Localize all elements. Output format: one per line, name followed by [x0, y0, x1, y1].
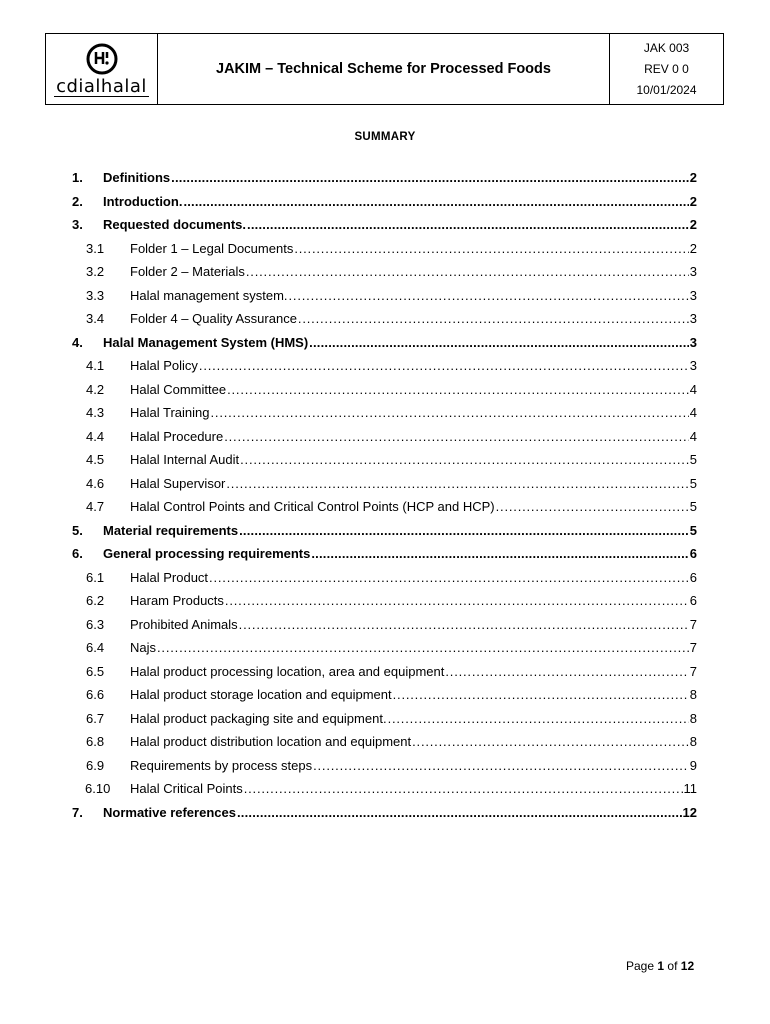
toc-leader-dots [388, 711, 689, 726]
toc-leader-dots [298, 311, 689, 326]
toc-entry-number: 6.2 [86, 593, 105, 608]
toc-entry[interactable] [72, 335, 697, 359]
toc-entry[interactable] [72, 194, 697, 218]
toc-entry-number: 4.7 [86, 499, 105, 514]
toc-entry-number: 4.3 [86, 405, 105, 420]
toc-entry-number: 4.6 [86, 475, 105, 491]
toc-entry-label: Folder 1 – Legal Documents [130, 240, 294, 256]
toc-entry-number: 6.10 [85, 781, 111, 796]
toc-entry-page: 6 [689, 569, 697, 585]
toc-entry-label: Halal Control Points and Critical Control Points (HCP and HCP) [130, 499, 495, 514]
toc-entry[interactable] [72, 358, 697, 382]
doc-revision: REV 0 0 [644, 61, 689, 76]
toc-entry[interactable] [72, 476, 697, 500]
toc-leader-dots [227, 382, 689, 397]
toc-entry-page: 8 [689, 734, 697, 749]
toc-entry[interactable] [72, 499, 697, 523]
footer-current-page: 1 [657, 959, 665, 973]
toc-entry-label: Halal Training [130, 405, 210, 420]
toc-entry-label: Halal product storage location and equipment [130, 687, 392, 702]
toc-entry-number: 6.7 [86, 710, 105, 726]
toc-leader-dots [183, 194, 688, 209]
toc-entry-label: Najs [130, 640, 157, 655]
toc-entry-label: Halal product packaging site and equipment. [130, 710, 387, 726]
toc-entry-page: 8 [689, 710, 697, 726]
toc-entry-page: 7 [689, 616, 697, 632]
toc-entry-number: 6.4 [86, 640, 105, 655]
toc-entry-number: 6.6 [86, 687, 105, 702]
toc-entry[interactable] [72, 640, 697, 664]
toc-leader-dots [294, 241, 688, 256]
toc-leader-dots [496, 499, 689, 514]
toc-entry-label: Introduction. [103, 193, 183, 209]
toc-entry[interactable] [72, 570, 697, 594]
footer-of-word: of [667, 959, 678, 973]
toc-entry-number: 4.2 [86, 381, 105, 397]
toc-entry-number: 3. [72, 217, 83, 232]
toc-entry-number: 4. [72, 334, 83, 350]
toc-entry[interactable] [72, 617, 697, 641]
toc-entry-page: 3 [689, 264, 697, 279]
toc-entry-page: 5 [689, 452, 697, 467]
toc-entry[interactable] [72, 217, 697, 241]
toc-entry[interactable] [72, 593, 697, 617]
toc-entry-label: General processing requirements [103, 546, 311, 561]
toc-entry[interactable] [72, 241, 697, 265]
toc-entry-page: 6 [689, 546, 697, 561]
toc-entry[interactable] [72, 687, 697, 711]
toc-entry-label: Halal Management System (HMS) [103, 334, 309, 350]
toc-entry-number: 3.2 [86, 264, 105, 279]
toc-entry-number: 1. [72, 170, 83, 185]
toc-leader-dots [393, 687, 689, 702]
toc-entry-page: 2 [689, 170, 697, 185]
toc-entry-page: 2 [689, 240, 697, 256]
toc-entry-page: 4 [689, 405, 697, 420]
toc-entry-label: Requested documents. [103, 217, 247, 232]
toc-entry[interactable] [72, 405, 697, 429]
toc-entry-label: Halal product distribution location and equipment [130, 734, 412, 749]
toc-leader-dots [239, 523, 689, 538]
toc-entry-label: Normative references [103, 804, 236, 820]
toc-entry-label: Halal management system. [130, 287, 288, 303]
toc-entry-label: Halal Internal Audit [130, 452, 240, 467]
table-of-contents [72, 170, 697, 828]
toc-entry-label: Requirements by process steps [130, 757, 313, 773]
toc-leader-dots [225, 593, 689, 608]
page-footer [626, 959, 694, 973]
toc-entry-page: 6 [689, 593, 697, 608]
toc-leader-dots [246, 264, 689, 279]
toc-entry-label: Halal Committee [130, 381, 227, 397]
toc-entry-number: 6.5 [86, 663, 105, 679]
toc-entry-number: 4.4 [86, 428, 105, 444]
logo-text: cdialhalal [56, 75, 147, 97]
toc-entry[interactable] [72, 805, 697, 829]
toc-entry[interactable] [72, 382, 697, 406]
toc-entry-page: 11 [683, 781, 697, 796]
toc-leader-dots [226, 476, 688, 491]
toc-entry-number: 3.3 [86, 287, 105, 303]
toc-entry-page: 2 [689, 217, 697, 232]
toc-entry[interactable] [72, 734, 697, 758]
toc-entry-page: 12 [682, 804, 697, 820]
toc-entry-label: Folder 4 – Quality Assurance [130, 311, 297, 326]
toc-entry-page: 3 [689, 287, 697, 303]
toc-leader-dots [171, 170, 689, 185]
toc-entry-page: 4 [689, 428, 697, 444]
toc-leader-dots [239, 617, 689, 632]
toc-entry-page: 7 [689, 663, 697, 679]
toc-entry[interactable] [72, 758, 697, 782]
toc-leader-dots [309, 335, 689, 350]
toc-entry[interactable] [72, 546, 697, 570]
cdialhalal-logo-icon [85, 42, 119, 76]
summary-heading: SUMMARY [354, 131, 416, 143]
toc-entry-label: Prohibited Animals [130, 616, 238, 632]
toc-entry-number: 6. [72, 546, 83, 561]
toc-entry[interactable] [72, 452, 697, 476]
toc-entry-label: Haram Products [130, 593, 224, 608]
toc-leader-dots [313, 758, 689, 773]
toc-leader-dots [445, 664, 688, 679]
toc-entry-page: 4 [689, 381, 697, 397]
toc-entry-label: Halal product processing location, area and equipment [130, 663, 445, 679]
toc-entry-page: 5 [689, 499, 697, 514]
toc-entry-page: 3 [689, 358, 697, 373]
toc-entry-number: 4.5 [86, 452, 105, 467]
toc-entry-label: Halal Product [130, 569, 209, 585]
toc-entry-number: 4.1 [86, 358, 105, 373]
footer-total-pages: 12 [680, 959, 695, 973]
toc-entry-page: 7 [689, 640, 697, 655]
toc-entry-label: Material requirements [103, 522, 239, 538]
toc-entry-label: Halal Policy [130, 358, 198, 373]
toc-entry-page: 9 [689, 757, 697, 773]
toc-entry[interactable] [72, 311, 697, 335]
toc-leader-dots [199, 358, 689, 373]
toc-entry-page: 3 [689, 311, 697, 326]
toc-entry-label: Halal Critical Points [130, 781, 243, 796]
toc-leader-dots [247, 217, 689, 232]
toc-entry-number: 6.1 [86, 569, 105, 585]
toc-entry[interactable] [72, 288, 697, 312]
document-title: JAKIM – Technical Scheme for Processed Foods [158, 34, 610, 104]
toc-entry-number: 7. [72, 804, 83, 820]
toc-entry-number: 5. [72, 522, 83, 538]
logo [46, 34, 158, 104]
toc-entry[interactable] [72, 711, 697, 735]
toc-leader-dots [244, 781, 683, 796]
toc-entry[interactable] [72, 264, 697, 288]
toc-leader-dots [412, 734, 689, 749]
document-header [45, 33, 724, 105]
toc-leader-dots [240, 452, 689, 467]
toc-leader-dots [157, 640, 689, 655]
toc-leader-dots [311, 546, 688, 561]
footer-page-word: Page [626, 959, 655, 973]
toc-entry-label: Folder 2 – Materials [130, 264, 245, 279]
toc-entry-page: 5 [689, 475, 697, 491]
toc-entry-number: 3.1 [86, 240, 105, 256]
toc-entry-number: 6.9 [86, 757, 105, 773]
toc-leader-dots [289, 288, 689, 303]
toc-leader-dots [211, 405, 689, 420]
toc-entry-number: 6.8 [86, 734, 105, 749]
toc-entry[interactable] [72, 523, 697, 547]
toc-entry[interactable] [72, 170, 697, 194]
document-meta [610, 34, 723, 104]
doc-code: JAK 003 [643, 40, 690, 55]
toc-leader-dots [209, 570, 689, 585]
toc-entry[interactable] [72, 429, 697, 453]
toc-entry-page: 5 [689, 522, 697, 538]
toc-entry-page: 8 [689, 687, 697, 702]
toc-entry-number: 2. [72, 193, 83, 209]
toc-entry-page: 3 [689, 334, 697, 350]
toc-entry[interactable] [72, 664, 697, 688]
doc-date: 10/01/2024 [636, 82, 697, 97]
toc-entry-page: 2 [689, 193, 697, 209]
toc-entry-number: 6.3 [86, 616, 105, 632]
toc-entry-number: 3.4 [86, 311, 105, 326]
toc-entry-label: Halal Supervisor [130, 475, 226, 491]
toc-entry-label: Halal Procedure [130, 428, 224, 444]
toc-entry-label: Definitions [103, 170, 171, 185]
toc-entry[interactable] [72, 781, 697, 805]
toc-leader-dots [237, 805, 682, 820]
toc-leader-dots [224, 429, 689, 444]
